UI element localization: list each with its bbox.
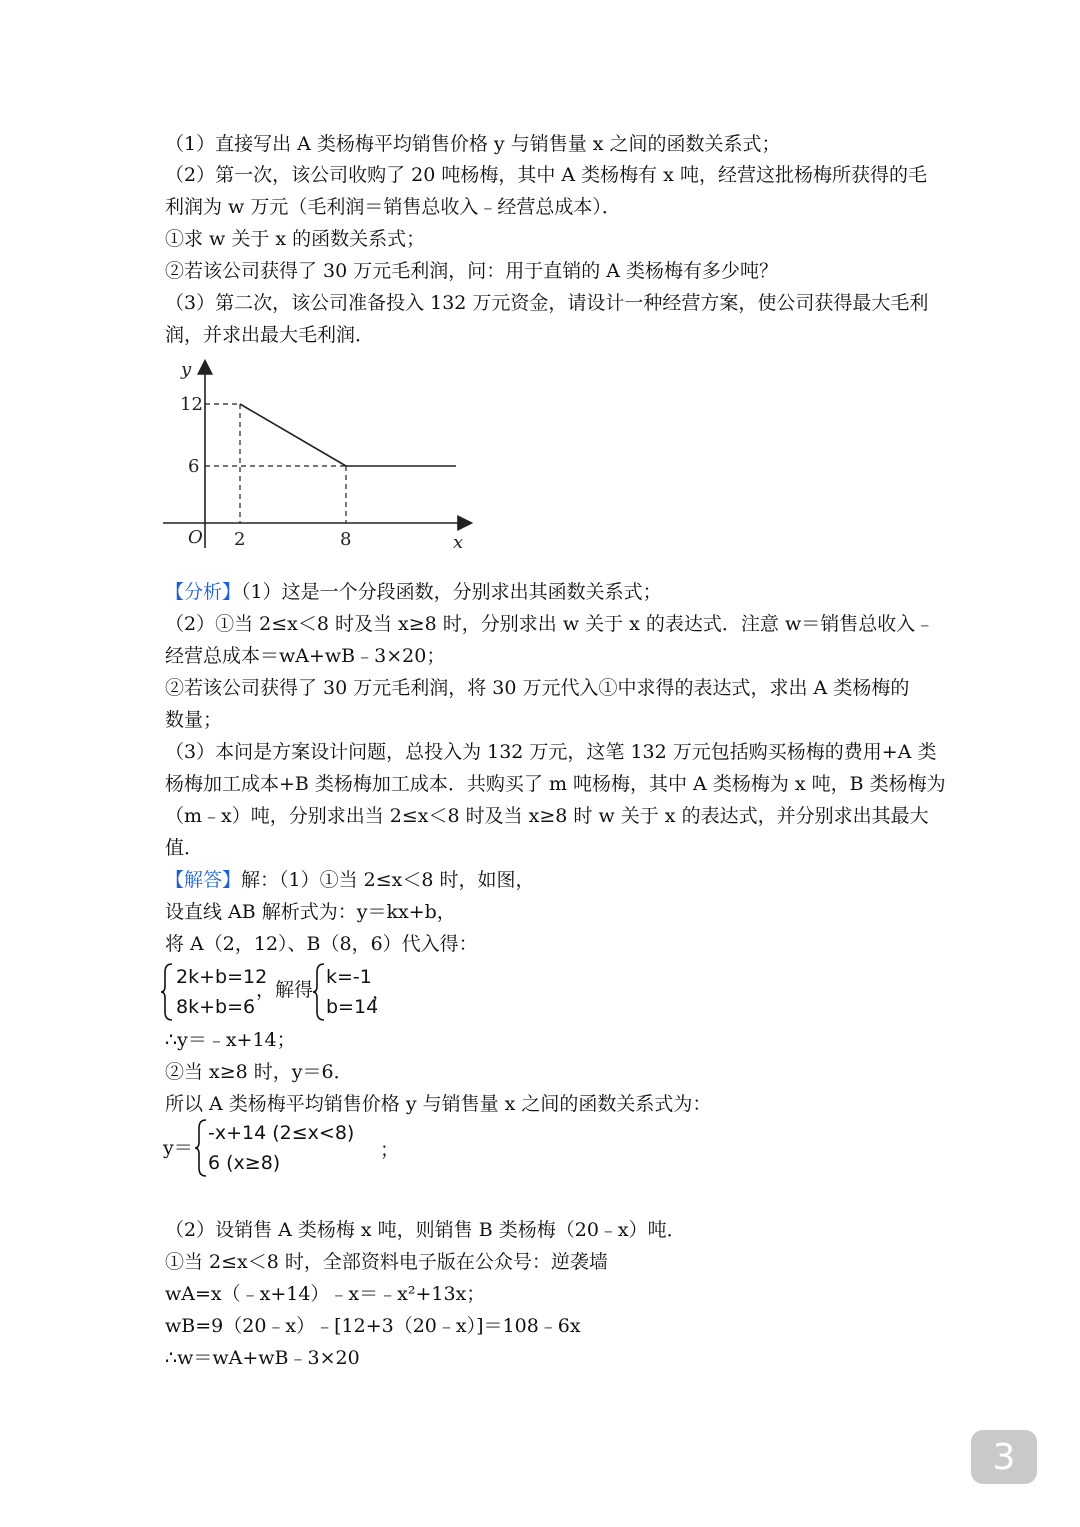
analysis-line-2: （2）①当 2≤x＜8 时及当 x≥8 时，分别求出 w 关于 x 的表达式．注意 w＝销售总收入﹣ (165, 613, 935, 635)
analysis-line-5: 数量； (165, 709, 223, 731)
question-2-sub-1: ①求 w 关于 x 的函数关系式； (165, 228, 426, 250)
question-3-line-2: 润，并求出最大毛利润． (165, 324, 375, 346)
page-number-badge: 3 (971, 1430, 1037, 1484)
question-2-line-1: （2）第一次，该公司收购了 20 吨杨梅，其中 A 类杨梅有 x 吨，经营这批杨梅所获得的毛 (165, 164, 927, 186)
equation-2: 8k+b=6 (176, 996, 256, 1018)
y-axis-label: y (181, 359, 192, 380)
piecewise-brace (194, 1118, 208, 1178)
analysis-line-6: （3）本问是方案设计问题，总投入为 132 万元，这笔 132 万元包括购买杨梅的费用+A 类 (165, 741, 937, 763)
solution-tag: 【解答】 (165, 869, 242, 891)
solution-text-1: 解：（1）①当 2≤x＜8 时，如图， (241, 869, 535, 891)
solution-line-1 (165, 866, 535, 894)
solution-line-4: ∴y＝﹣x+14； (165, 1029, 296, 1051)
system-brace-right (312, 962, 326, 1022)
analysis-line-8: （m﹣x）吨，分别求出当 2≤x＜8 时及当 x≥8 时 w 关于 x 的表达式，并分别求出其最大 (165, 805, 929, 827)
function-graph (150, 355, 480, 555)
analysis-line-1 (165, 578, 662, 606)
solution-line-9: wA=x（﹣x+14）﹣x＝﹣x²+13x； (165, 1283, 486, 1305)
piecewise-case-2: 6 (x≥8) (208, 1152, 281, 1174)
piecewise-lhs: y＝ (163, 1137, 193, 1159)
question-3-line-1: （3）第二次，该公司准备投入 132 万元资金，请设计一种经营方案，使公司获得最大毛利 (165, 292, 929, 314)
piecewise-case-1: -x+14 (2≤x<8) (208, 1122, 355, 1144)
system-brace-left (160, 962, 174, 1022)
solution-line-5: ②当 x≥8 时，y＝6． (165, 1061, 353, 1083)
x-tick-8: 8 (340, 529, 352, 550)
y-tick-6: 6 (188, 456, 200, 477)
question-2-sub-2: ②若该公司获得了 30 万元毛利润，问：用于直销的 A 类杨梅有多少吨？ (165, 260, 779, 282)
solution-line-11: ∴w＝wA+wB﹣3×20 (165, 1347, 360, 1369)
x-tick-2: 2 (234, 529, 246, 550)
analysis-line-7: 杨梅加工成本+B 类杨梅加工成本．共购买了 m 吨杨梅，其中 A 类杨梅为 x 吨，B 类杨梅为 (165, 773, 946, 795)
solution-line-3: 将 A（2，12）、B（8，6）代入得： (165, 933, 478, 955)
equation-1: 2k+b=12 (176, 966, 268, 988)
solution-line-8: ①当 2≤x＜8 时，全部资料电子版在公众号：逆袭墙 (165, 1251, 608, 1273)
analysis-line-4: ②若该公司获得了 30 万元毛利润，将 30 万元代入①中求得的表达式，求出 A 类杨梅的 (165, 677, 910, 699)
solution-line-7: （2）设销售 A 类杨梅 x 吨，则销售 B 类杨梅（20﹣x）吨． (165, 1219, 686, 1241)
x-axis-label: x (453, 532, 464, 553)
solution-line-6: 所以 A 类杨梅平均销售价格 y 与销售量 x 之间的函数关系式为： (165, 1093, 712, 1115)
analysis-line-9: 值． (165, 837, 204, 859)
analysis-line-3: 经营总成本＝wA+wB﹣3×20； (165, 645, 446, 667)
solve-word: ，解得 (256, 979, 314, 1001)
solution-sep: ， (372, 981, 392, 1003)
solution-line-10: wB=9（20﹣x）﹣[12+3（20﹣x）]＝108﹣6x (165, 1315, 581, 1337)
analysis-tag: 【分析】 (165, 581, 242, 603)
solution-b: b=14 (326, 996, 379, 1018)
solution-k: k=-1 (326, 966, 372, 988)
question-1: （1）直接写出 A 类杨梅平均销售价格 y 与销售量 x 之间的函数关系式； (165, 133, 781, 155)
origin-label: O (188, 527, 203, 548)
y-tick-12: 12 (180, 394, 203, 415)
piecewise-end: ； (380, 1139, 400, 1161)
analysis-text-1: （1）这是一个分段函数，分别求出其函数关系式； (241, 581, 662, 603)
question-2-line-2: 利润为 w 万元（毛利润＝销售总收入﹣经营总成本）． (165, 196, 621, 218)
graph-segment-decreasing (240, 404, 346, 466)
solution-line-2: 设直线 AB 解析式为：y＝kx+b， (165, 901, 456, 923)
